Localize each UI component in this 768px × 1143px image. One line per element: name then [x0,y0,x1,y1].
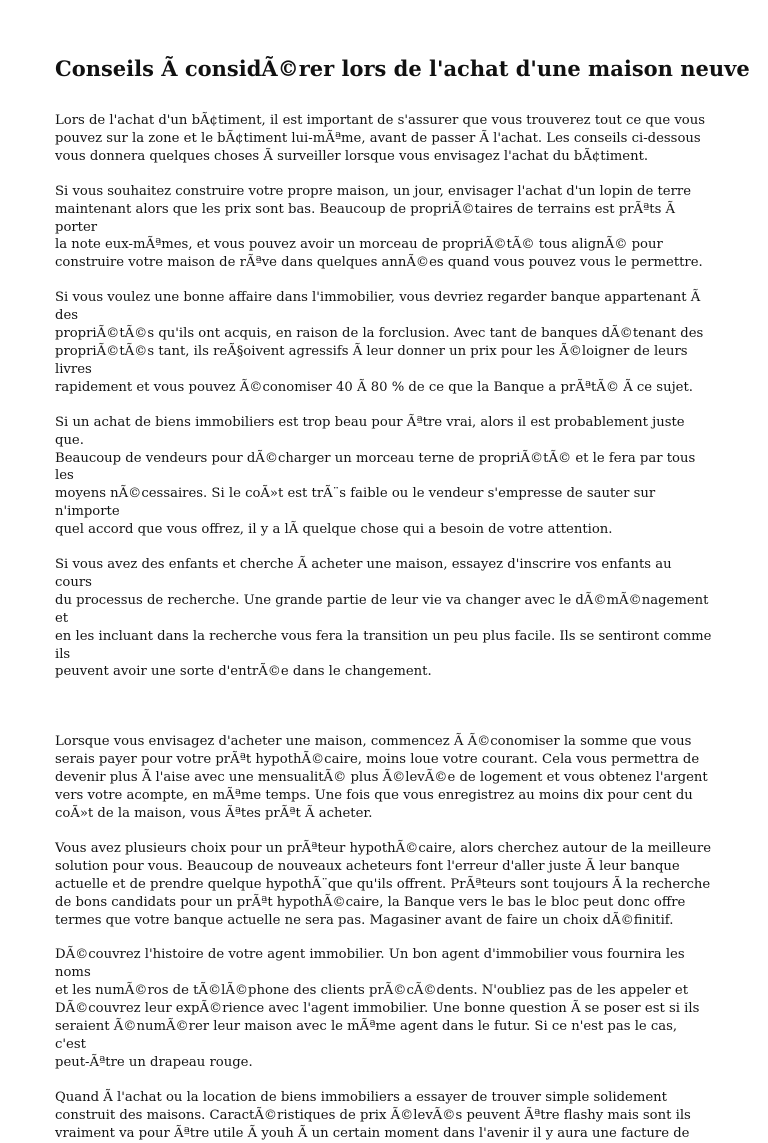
document-body [55,112,712,1143]
paragraph-8: DÃ©couvrez l'histoire de votre agent immobilier. Un bon agent d'immobilier vous fournira les noms et les numÃ©ros de tÃ©lÃ©phone des clients prÃ©cÃ©dents. N'oubliez pas de les appeler et DÃ©couvrez leur expÃ©rience avec l'agent immobilier. Une bonne question Ã se poser est si ils seraient Ã©numÃ©rer leur maison avec le mÃªme agent dans le futur. Si ce n'est pas le cas, c'est peut-Ãªtre un drapeau rouge. [55,947,700,1070]
paragraph-6: Lorsque vous envisagez d'acheter une maison, commencez Ã Ã©conomiser la somme que vous serais payer pour votre prÃªt hypothÃ©caire, moins loue votre courant. Cela vous permettra de devenir plus Ã l'aise avec une mensualitÃ© plus Ã©levÃ©e de logement et vous obtenez l'argent vers votre acompte, en mÃªme temps. Une fois que vous enregistrez au moins dix pour cent du coÃ»t de la maison, vous Ãªtes prÃªt Ã acheter. [55,734,708,821]
document-title: Conseils Ã considÃ©rer lors de l'achat d'une maison neuve [55,56,750,81]
paragraph-7: Vous avez plusieurs choix pour un prÃªteur hypothÃ©caire, alors cherchez autour de la meilleure solution pour vous. Beaucoup de nouveaux acheteurs font l'erreur d'aller juste Ã leur banque actuelle et de prendre quelque hypothÃ¨que qu'ils offrent. PrÃªteurs sont toujours Ã la recherche de bons candidats pour un prÃªt hypothÃ©caire, la Banque vers le bas le bloc peut donc offre termes que votre banque actuelle ne sera pas. Magasiner avant de faire un choix dÃ©finitif. [55,840,712,928]
paragraph-2: Si vous souhaitez construire votre propre maison, un jour, envisager l'achat d'un lopin de terre maintenant alors que les prix sont bas. Beaucoup de propriÃ©taires de terrains est prÃªts Ã porter la note eux-mÃªmes, et vous pouvez avoir un morceau de propriÃ©tÃ© tous alignÃ© pour construire votre maison de rÃªve dans quelques annÃ©es quand vous pouvez vous le permettre. [55,183,703,271]
paragraph-3: Si vous voulez une bonne affaire dans l'immobilier, vous devriez regarder banque appartenant Ã des propriÃ©tÃ©s qu'ils ont acquis, en raison de la forclusion. Avec tant de banques dÃ©tenant des propriÃ©tÃ©s tant, ils reÃ§oivent agressifs Ã leur donner un prix pour les Ã©loigner de leurs livres rapidement et vous pouvez Ã©conomiser 40 Ã 80 % de ce que la Banque a prÃªtÃ© Ã ce sujet. [55,290,704,395]
paragraph-1: Lors de l'achat d'un bÃ¢timent, il est important de s'assurer que vous trouverez tout ce que vous pouvez sur la zone et le bÃ¢timent lui-mÃªme, avant de passer Ã l'achat. Les conseils ci-dessous vous donnera quelques choses Ã surveiller lorsque vous envisagez l'achat du bÃ¢timent. [55,113,706,164]
paragraph-9: Quand Ã l'achat ou la location de biens immobiliers a essayer de trouver simple solidement construit des maisons. CaractÃ©ristiques de prix Ã©levÃ©s peuvent Ãªtre flashy mais sont ils vraiment va pour Ãªtre utile Ã youh Ã un certain moment dans l'avenir il y aura une facture de [55,1089,691,1141]
paragraph-4: Si un achat de biens immobiliers est trop beau pour Ãªtre vrai, alors il est probablement juste que. Beaucoup de vendeurs pour dÃ©charger un morceau terne de propriÃ©tÃ© et le fera par tous les moyens nÃ©cessaires. Si le coÃ»t est trÃ¨s faible ou le vendeur s'empresse de sauter sur n'importe quel accord que vous offrez, il y a lÃ quelque chose qui a besoin de votre attention. [55,414,696,538]
paragraph-5: Si vous avez des enfants et cherche Ã acheter une maison, essayez d'inscrire vos enfants au cours du processus de recherche. Une grande partie de leur vie va changer avec le dÃ©mÃ©nagement et en les incluant dans la recherche vous fera la transition un peu plus facile. Ils se sentiront comme ils peuvent avoir une sorte d'entrÃ©e dans le changement. [55,557,712,680]
